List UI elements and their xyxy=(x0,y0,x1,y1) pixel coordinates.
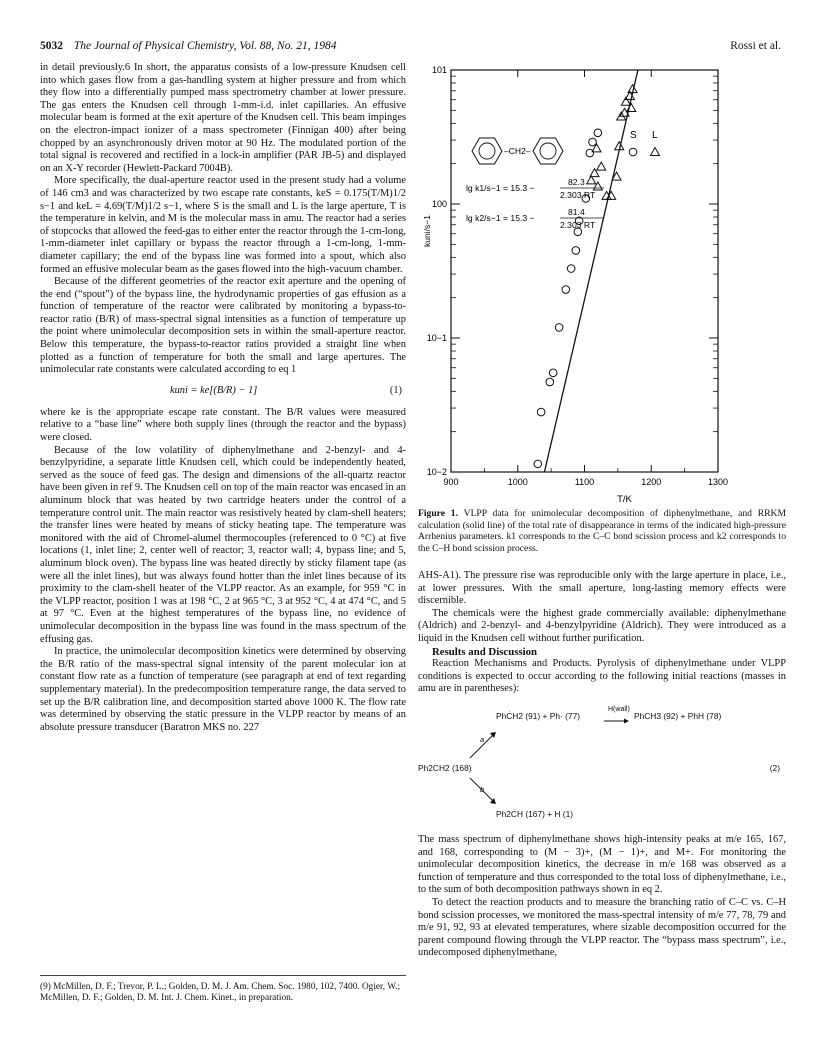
equation-1 xyxy=(40,381,406,403)
rrkm-line xyxy=(544,70,637,472)
arrhenius-eq-k2 xyxy=(466,207,604,230)
paragraph: Because of the different geometries of the reactor exit aperture and the opening of the end (“spout”) of the bypass line, the hydrodynamic properties of gas effusion as a function of temperature of the reactor were calibrated by monitoring a bypass-to-reactor ratio (B/R) of mass-spectral signal intensities as a function of temperature up the point where unimolecular decomposition sets in within the small-aperture reactor. Below this temperature, the bypass-to-reactor ratios provided a straight line when plotted as a function of temperature for both the small and large apertures. The unimolecular rate constants were calculated according to eq 1 xyxy=(40,276,406,376)
section-heading: Results and Discussion xyxy=(432,645,538,658)
journal-citation: The Journal of Physical Chemistry, Vol. 88, No. 21, 1984 xyxy=(73,40,337,52)
data-point-l xyxy=(597,162,606,170)
chart-axes xyxy=(451,70,718,472)
figure-1 xyxy=(418,55,798,510)
reaction-arrow-icon xyxy=(604,715,630,721)
paragraph: AHS-A1). The pressure rise was reproducible only with the large aperture in place, i.e., at lower pressures. With the small aperture, long-lasting memory effects were discernible. xyxy=(418,570,786,607)
caption-label: Figure 1. xyxy=(418,508,458,519)
scheme-products-a: PhĊH2 (91) + Ph· (77) xyxy=(496,710,581,721)
legend-triangle-marker xyxy=(651,148,660,156)
x-tick-label: 1300 xyxy=(707,477,729,487)
paragraph: in detail previously.6 In short, the apparatus consists of a low-pressure Knudsen cell into which gases flow from a gas-handling system at higher pressure and from which they flow into a differentially pumped mass spectrometry chamber at lower pressure. The gas enters the Knudsen cell through 1-mm-i.d. inlet capillaries. An effusive molecular beam is formed at the exit aperture of the Knudsen cell. This beam impinges on the electron-impact ionizer of a mass spectrometer (Finnigan 400) after being chopped by an asynchronously driven motor at 90 Hz. The modulated portion of the total signal is recovered and rectified in a lock-in amplifier (PAR JB-5) and displayed on an X-Y recorder (Hewlett-Packard 7004B). xyxy=(40,62,406,174)
scheme-path-b: b xyxy=(480,784,485,794)
eq-k1-numerator: 82.3 xyxy=(568,177,585,187)
paragraph: Reaction Mechanisms and Products. Pyrolysis of diphenylmethane under VLPP conditions is expected to occur according to the following initial reactions (masses in amu are in parentheses): xyxy=(418,658,786,695)
legend-circle-marker xyxy=(629,148,637,156)
y-axis-label: kuni/s−1 xyxy=(422,215,432,247)
y-tick-label: 100 xyxy=(431,199,447,209)
legend-l-label: L xyxy=(652,130,658,141)
x-tick-label: 1100 xyxy=(574,477,595,487)
paragraph: Because of the low volatility of diphenylmethane and 2-benzyl- and 4-benzylpyridine, a separate little Knudsen cell, which could be independently heated, served as the souce of feed gas. The design and dimensions of the all-quartz reactor have been given in ref 9. The Knudsen cell on top of the main reactor was encased in an aluminum block that was heated by two cartridge heaters under the control of a temperature control unit. The main reactor was resistively heated by clam-shell heaters; the transfer lines were heated by means of sticky heating tape. The temperature was monitored with the aid of Chromel-alumel thermocouples (referenced to 0 °C) at five locations (1, inlet line; 2, center well of reactor; 3, reactor wall; 4, bypass line; and 5, aluminum block oven). The bypass line was heated directly by sticky filament tape (as were all the inlet lines), but was always found hotter than the inlet lines because of its proximity to the clam-shell heater of the VLPP reactor. As an example, for 959 °C in the VLPP reactor, position 1 was at 198 °C, 2 at 965 °C, 3 at 952 °C, 4 at 474 °C, and 5 at 97 °C. Even at the highest temperatures of the bypass line, no evidence of unimolecular decomposition in the bypass line was found in the mass spectrum of the effusing gas. xyxy=(40,444,406,645)
x-axis-label: T/K xyxy=(617,494,632,505)
paragraph: To detect the reaction products and to measure the branching ratio of C–C vs. C–H bond scission processes, we monitored the mass-spectral intensity of m/e 77, 78, 79 and m/e 91, 92, 93 at elevated temperatures, where sizable decomposition occurred for the parent compound flowing through the VLPP reactor. The “bypass mass spectrum”, i.e., undecomposed diphenylmethane, xyxy=(418,896,786,959)
scheme-equation-number: (2) xyxy=(769,762,780,773)
data-point-s xyxy=(562,286,570,294)
figure-caption xyxy=(418,508,786,554)
scheme-path-a: a xyxy=(480,734,485,744)
arrhenius-eq-k1 xyxy=(466,177,604,200)
legend-s-label: S xyxy=(630,130,637,141)
left-column xyxy=(40,62,406,1022)
x-tick-label: 1000 xyxy=(507,477,528,487)
data-point-s xyxy=(589,138,597,146)
header-authors: Rossi et al. xyxy=(730,40,781,52)
footnote: (9) McMillen, D. F.; Trevor, P. L.; Golden, D. M. J. Am. Chem. Soc. 1980, 102, 7400. Ogier, W.; McMillen, D. F.; Golden, D. M. Int. J. Chem. Kinet., in preparation. xyxy=(40,975,406,1004)
scheme-wall-label: H(wall) xyxy=(608,705,630,713)
arrhenius-chart xyxy=(418,55,798,510)
data-point-l xyxy=(593,182,602,190)
eq-k2-denominator: 2.303 RT xyxy=(560,220,596,230)
y-tick-label: 10−2 xyxy=(426,467,447,477)
eq-k2-numerator: 81.4 xyxy=(568,207,585,217)
chart-ticks xyxy=(422,65,728,505)
paragraph: In practice, the unimolecular decomposition kinetics were determined by observing the B/R ratio of the mass-spectral signal intensity of the parent molecular ion at constant flow rate as a function of temperature (see paragraph at end of text regarding supplementary material). In the predecomposition temperature range, the data served to set up the B/R calibration line, and decomposition started above 1000 K. The flow rate was determined by observing the static pressure in the VLPP reactor by means of an absolute pressure transducer (Baratron MKS no. 227 xyxy=(40,646,406,733)
data-point-s xyxy=(549,369,557,377)
data-point-s xyxy=(594,129,602,137)
right-column xyxy=(418,570,786,960)
benzene-ring-icon xyxy=(533,138,563,164)
data-point-s xyxy=(534,460,542,468)
eq-k2-left: lg k2/s−1 = 15.3 − xyxy=(466,213,535,223)
data-point-s xyxy=(555,324,563,332)
eq-k1-denominator: 2.303 RT xyxy=(560,190,596,200)
reaction-scheme xyxy=(418,704,786,826)
y-tick-label: 10−1 xyxy=(426,333,447,343)
aromatic-circle-icon xyxy=(479,143,495,159)
eq-k1-left: lg k1/s−1 = 15.3 − xyxy=(466,183,535,193)
x-tick-label: 1200 xyxy=(641,477,662,487)
paragraph: The chemicals were the highest grade commercially available: diphenylmethane (Aldrich) and 2-benzyl- and 4-benzylpyridine (Aldrich). They were introduced as a liquid in the Knudsen cell without further purification. xyxy=(418,607,786,644)
equation-number: (1) xyxy=(389,384,402,396)
data-point-s xyxy=(546,378,554,386)
scheme-reactant: Ph2CH2 (168) xyxy=(418,762,472,773)
caption-text: VLPP data for unimolecular decomposition of diphenylmethane, and RRKM calculation (solid line) of the total rate of disappearance in terms of the indicated high-pressure Arrhenius parameters. k1 corresponds to the C–C bond scission process and k2 corresponds to the C–H bond scission process. xyxy=(418,508,786,554)
data-point-s xyxy=(572,247,580,255)
diphenylmethane-structure xyxy=(472,138,563,164)
page-number: 5032 xyxy=(40,40,63,52)
header-left xyxy=(40,40,336,52)
paragraph: More specifically, the dual-aperture reactor used in the present study had a volume of 146 cm3 and was characterized by two escape rate constants, keS = 0.175(T/M)1/2 s−1 and keL = 4.69(T/M)1/2 s−1, where S is the small and L is the large aperture, T is the temperature in kelvin, and M is the molecular mass in amu. The reactor had a series of stopcocks that allowed the feed-gas to either enter the reactor through the 1-cm-long, 1-mm-diameter inlet capillary or bypass the reactor through a 1-cm-long, 1-mm-diameter capillary; the end of the bypass line was formed into a spout, which also formed an effusive molecular beam as the gases flowed into the high-vacuum chamber. xyxy=(40,175,406,275)
x-tick-label: 900 xyxy=(443,477,459,487)
data-point-s xyxy=(567,265,575,273)
benzene-ring-icon xyxy=(472,138,502,164)
chart-legend xyxy=(629,130,659,156)
chart-fit-line xyxy=(544,70,637,472)
scheme-products-wall: PhCH3 (92) + PhH (78) xyxy=(634,710,722,721)
plot-frame xyxy=(451,70,718,472)
paragraph: where ke is the appropriate escape rate constant. The B/R values were measured relative to a “base line” where both supply lines (through the reactor and the bypass) were closed. xyxy=(40,406,406,444)
equation-body: kuni = ke[(B/R) − 1] xyxy=(170,384,258,396)
molecule-ch2-label: –CH2– xyxy=(504,146,531,156)
y-tick-label: 101 xyxy=(431,65,447,75)
scheme-products-b: Ph2ĊH (167) + H (1) xyxy=(496,808,574,819)
paragraph: The mass spectrum of diphenylmethane shows high-intensity peaks at m/e 165, 167, and 168, corresponding to (M − 3)+, (M − 1)+, and M+. For monitoring the unimolecular decomposition kinetics, the decrease in m/e 168 was observed as a function of temperature and thus corresponded to the total loss of diphenylmethane, i.e., to the sum of both decomposition pathways shown in eq 2. xyxy=(418,833,786,896)
data-point-s xyxy=(537,408,545,416)
aromatic-circle-icon xyxy=(540,143,556,159)
